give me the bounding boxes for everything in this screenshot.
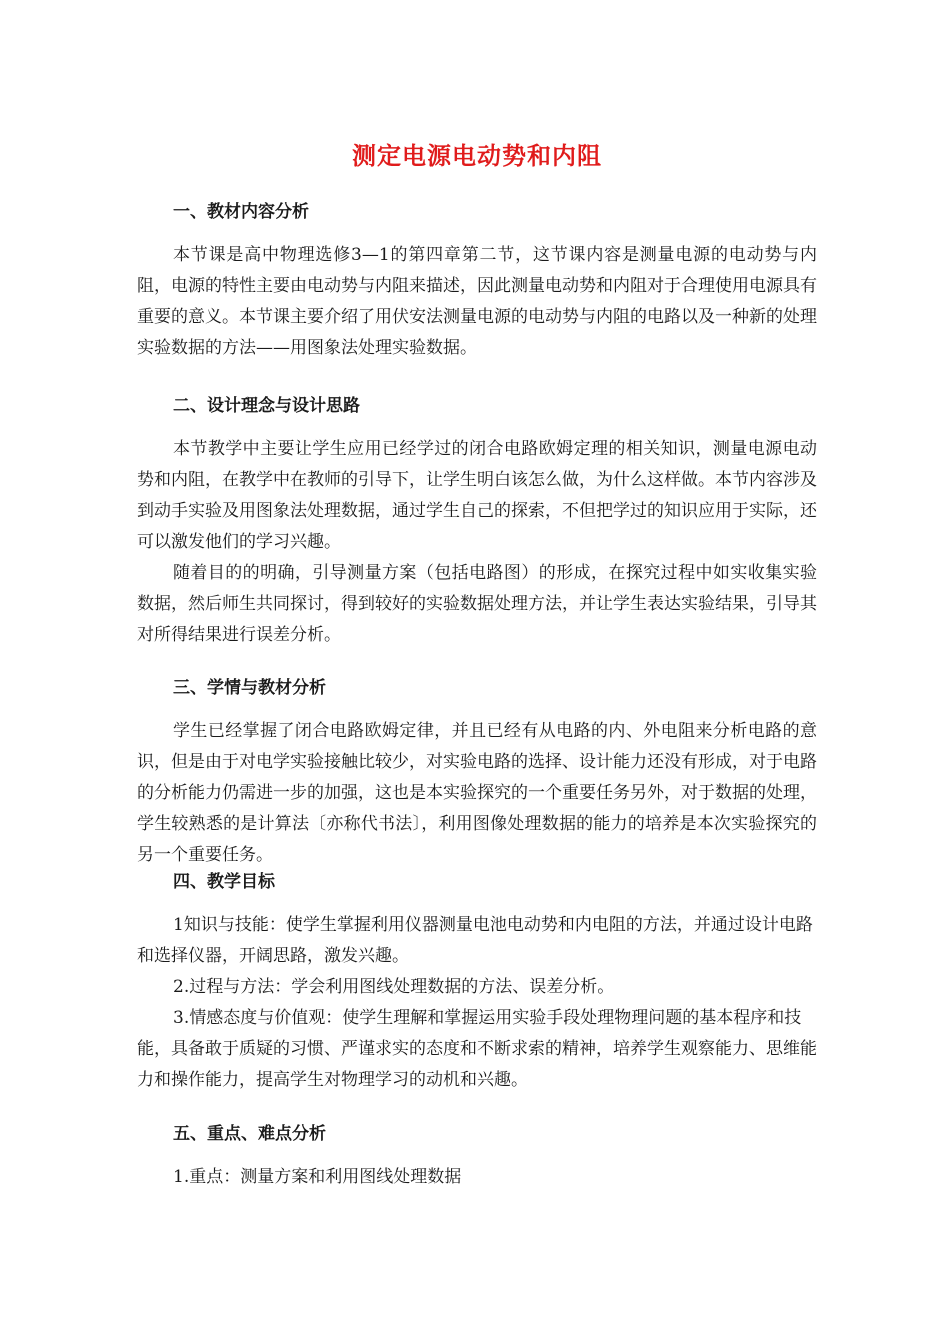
section-key-difficult-points	[137, 1122, 817, 1193]
goal-item: 3.情感态度与价值观：使学生理解和掌握运用实验手段处理物理问题的基本程序和技能，具备敢于质疑的习惯、严谨求实的态度和不断求索的精神，培养学生观察能力、思维能力和操作能力，提高学生对物理学习的动机和兴趣。	[137, 1008, 817, 1090]
key-point-item: 1.重点：测量方案和利用图线处理数据	[173, 1167, 462, 1187]
paragraph: 本节课是高中物理选修3—1的第四章第二节，这节课内容是测量电源的电动势与内阻，电源的特性主要由电动势与内阻来描述，因此测量电动势和内阻对于合理使用电源具有重要的意义。本节课主要介绍了用伏安法测量电源的电动势与内阻的电路以及一种新的处理实验数据的方法——用图象法处理实验数据。	[137, 245, 817, 358]
document-page	[137, 130, 817, 1187]
section-teaching-goals	[137, 870, 817, 1096]
section-student-analysis	[137, 676, 817, 871]
paragraph: 本节教学中主要让学生应用已经学过的闭合电路欧姆定理的相关知识，测量电源电动势和内阻，在教学中在教师的引导下，让学生明白该怎么做，为什么这样做。本节内容涉及到动手实验及用图象法处理数据，通过学生自己的探索，不但把学过的知识应用于实际，还可以激发他们的学习兴趣。	[137, 439, 817, 552]
goal-item: 2.过程与方法：学会利用图线处理数据的方法、误差分析。	[173, 977, 615, 997]
section-heading: 三、学情与教材分析	[173, 678, 326, 698]
paragraph: 学生已经掌握了闭合电路欧姆定律，并且已经有从电路的内、外电阻来分析电路的意识，但是由于对电学实验接触比较少，对实验电路的选择、设计能力还没有形成，对于电路的分析能力仍需进一步的加强，这也是本实验探究的一个重要任务另外，对于数据的处理，学生较熟悉的是计算法〔亦称代书法〕，利用图像处理数据的能力的培养是本次实验探究的另一个重要任务。	[137, 721, 817, 865]
section-design-concept	[137, 394, 817, 651]
section-heading: 四、教学目标	[173, 872, 275, 892]
section-heading: 二、设计理念与设计思路	[173, 396, 360, 416]
document-title: 测定电源电动势和内阻	[352, 142, 602, 170]
section-textbook-analysis	[137, 200, 817, 364]
goal-item: 1知识与技能：使学生掌握利用仪器测量电池电动势和内电阻的方法，并通过设计电路和选择仪器，开阔思路，激发兴趣。	[137, 915, 813, 966]
section-heading: 一、教材内容分析	[173, 202, 309, 222]
section-heading: 五、重点、难点分析	[173, 1124, 326, 1144]
paragraph: 随着目的的明确，引导测量方案（包括电路图）的形成，在探究过程中如实收集实验数据，然后师生共同探讨，得到较好的实验数据处理方法，并让学生表达实验结果，引导其对所得结果进行误差分析。	[137, 563, 817, 645]
